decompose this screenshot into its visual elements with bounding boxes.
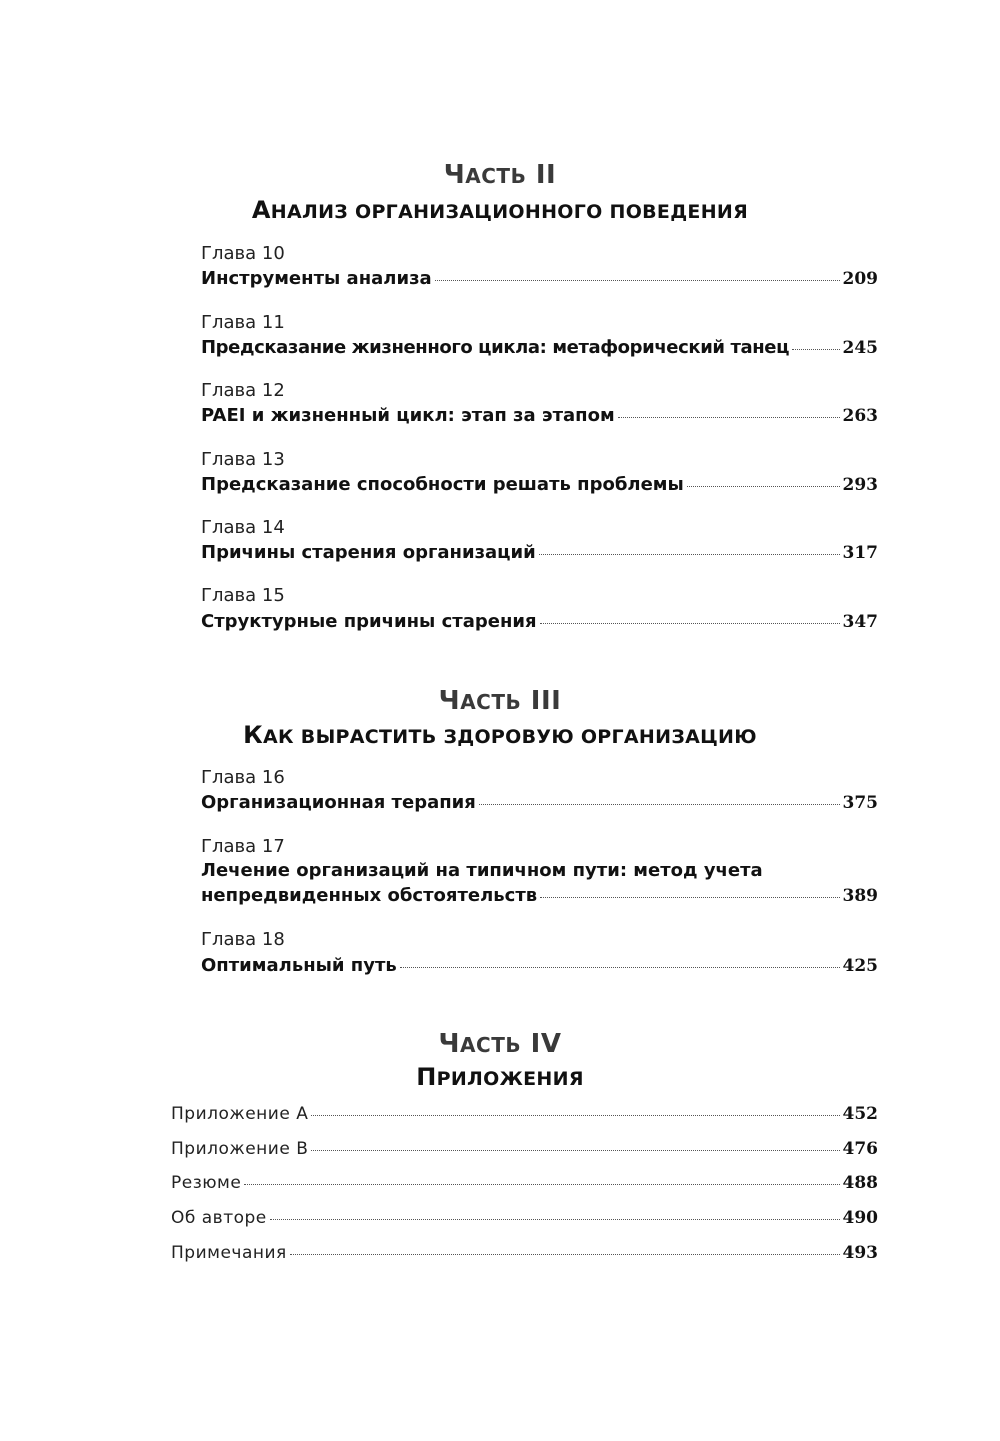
chapter-17-page: 389 xyxy=(842,886,878,906)
toc-entry-chapter-14[interactable] xyxy=(201,542,878,563)
part-2-label-rest: АСТЬ xyxy=(465,164,527,188)
part-2-title xyxy=(0,196,1000,224)
dot-leader xyxy=(400,967,840,968)
dot-leader xyxy=(311,1150,839,1151)
dot-leader xyxy=(540,623,840,624)
chapter-10-title: Инструменты анализа xyxy=(201,268,432,289)
about-author-title: Об авторе xyxy=(171,1208,267,1228)
part-3-title-cap: К xyxy=(243,721,264,749)
chapter-11-label: Глава 11 xyxy=(201,312,285,333)
part-3-label xyxy=(0,686,1000,716)
dot-leader xyxy=(244,1184,839,1185)
chapter-16-label: Глава 16 xyxy=(201,767,285,788)
chapter-17-title-line1[interactable]: Лечение организаций на типичном пути: метод учета xyxy=(201,860,763,881)
notes-title: Примечания xyxy=(171,1243,287,1263)
dot-leader xyxy=(539,554,840,555)
chapter-14-label: Глава 14 xyxy=(201,517,285,538)
appendix-b-page: 476 xyxy=(842,1139,878,1159)
toc-entry-chapter-17[interactable] xyxy=(201,885,878,906)
part-2-label-number: II xyxy=(535,160,557,190)
toc-entry-chapter-11[interactable] xyxy=(201,337,878,358)
appendix-a-title: Приложение А xyxy=(171,1104,309,1124)
toc-entry-appendix-a[interactable] xyxy=(171,1104,878,1124)
summary-title: Резюме xyxy=(171,1173,242,1193)
part-4-label xyxy=(0,1029,1000,1059)
dot-leader xyxy=(290,1254,840,1255)
chapter-18-title: Оптимальный путь xyxy=(201,955,397,976)
chapter-15-label: Глава 15 xyxy=(201,585,285,606)
part-4-title-rest: РИЛОЖЕНИЯ xyxy=(436,1068,584,1090)
chapter-17-label: Глава 17 xyxy=(201,836,285,857)
chapter-12-page: 263 xyxy=(842,406,878,426)
dot-leader xyxy=(540,897,839,898)
chapter-10-page: 209 xyxy=(842,269,878,289)
dot-leader xyxy=(792,349,839,350)
chapter-18-label: Глава 18 xyxy=(201,929,285,950)
toc-entry-appendix-b[interactable] xyxy=(171,1139,878,1159)
chapter-13-title: Предсказание способности решать проблемы xyxy=(201,474,684,495)
chapter-17-title: непредвиденных обстоятельств xyxy=(201,885,538,906)
chapter-12-title: PAEI и жизненный цикл: этап за этапом xyxy=(201,405,615,426)
part-3-title xyxy=(0,721,1000,749)
chapter-15-title: Структурные причины старения xyxy=(201,611,537,632)
part-4-label-number: IV xyxy=(530,1029,562,1059)
part-4-label-rest: АСТЬ xyxy=(460,1033,522,1057)
toc-entry-chapter-18[interactable] xyxy=(201,955,878,976)
chapter-13-label: Глава 13 xyxy=(201,449,285,470)
part-4-label-cap: Ч xyxy=(438,1029,461,1059)
part-3-title-rest: АК ВЫРАСТИТЬ ЗДОРОВУЮ ОРГАНИЗАЦИЮ xyxy=(263,726,757,748)
chapter-18-page: 425 xyxy=(842,956,878,976)
chapter-16-page: 375 xyxy=(842,793,878,813)
chapter-12-label: Глава 12 xyxy=(201,380,285,401)
chapter-14-title: Причины старения организаций xyxy=(201,542,536,563)
appendix-a-page: 452 xyxy=(842,1104,878,1124)
toc-entry-about-author[interactable] xyxy=(171,1208,878,1228)
toc-entry-chapter-12[interactable] xyxy=(201,405,878,426)
chapter-10-label: Глава 10 xyxy=(201,243,285,264)
about-author-page: 490 xyxy=(842,1208,878,1228)
part-4-title xyxy=(0,1063,1000,1091)
toc-entry-chapter-10[interactable] xyxy=(201,268,878,289)
toc-entry-notes[interactable] xyxy=(171,1243,878,1263)
part-4-title-cap: П xyxy=(416,1063,437,1091)
chapter-14-page: 317 xyxy=(842,543,878,563)
part-2-title-cap: А xyxy=(251,196,271,224)
toc-entry-chapter-16[interactable] xyxy=(201,792,878,813)
dot-leader xyxy=(479,804,840,805)
part-3-label-cap: Ч xyxy=(438,686,461,716)
summary-page: 488 xyxy=(842,1173,878,1193)
chapter-13-page: 293 xyxy=(842,475,878,495)
part-2-label-cap: Ч xyxy=(443,160,466,190)
toc-entry-chapter-15[interactable] xyxy=(201,611,878,632)
dot-leader xyxy=(270,1219,840,1220)
part-3-label-rest: АСТЬ xyxy=(460,690,522,714)
dot-leader xyxy=(687,486,840,487)
toc-entry-summary[interactable] xyxy=(171,1173,878,1193)
notes-page: 493 xyxy=(842,1243,878,1263)
dot-leader xyxy=(618,417,840,418)
toc-entry-chapter-13[interactable] xyxy=(201,474,878,495)
part-2-title-rest: НАЛИЗ ОРГАНИЗАЦИОННОГО ПОВЕДЕНИЯ xyxy=(270,201,749,223)
part-2-label xyxy=(0,160,1000,190)
appendix-b-title: Приложение В xyxy=(171,1139,309,1159)
dot-leader xyxy=(311,1115,839,1116)
chapter-11-page: 245 xyxy=(842,338,878,358)
chapter-15-page: 347 xyxy=(842,612,878,632)
part-3-label-number: III xyxy=(530,686,562,716)
chapter-16-title: Организационная терапия xyxy=(201,792,476,813)
chapter-11-title: Предсказание жизненного цикла: метафорический танец xyxy=(201,337,790,358)
dot-leader xyxy=(435,280,840,281)
